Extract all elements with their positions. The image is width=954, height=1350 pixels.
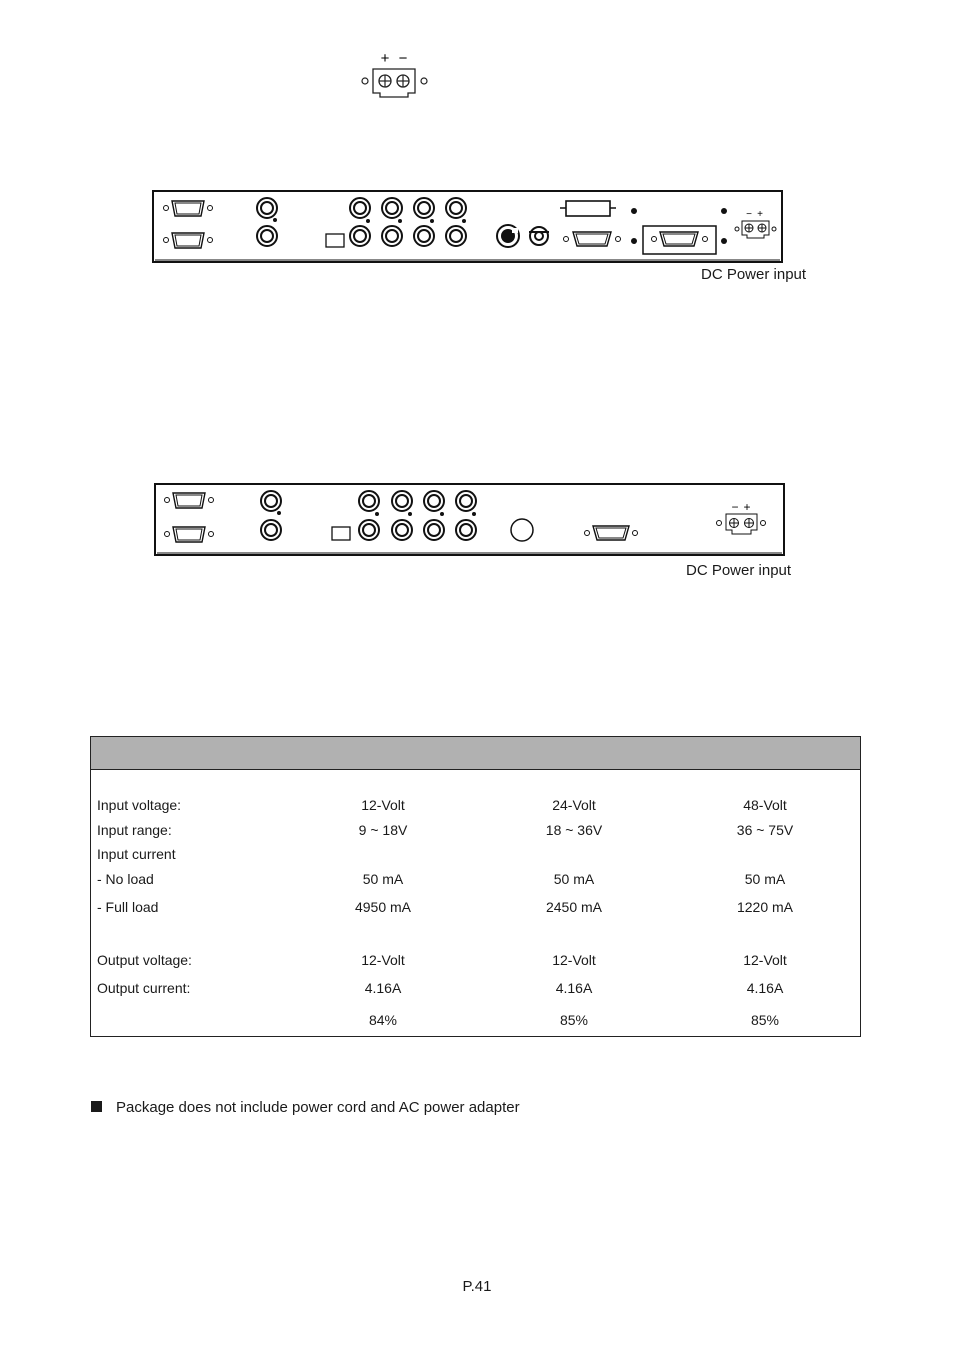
panel1-minus-label: −: [746, 209, 752, 220]
cell-12v: 50 mA: [362, 871, 404, 887]
cell-24v: 2450 mA: [545, 899, 603, 915]
power-spec-table: [90, 736, 861, 1037]
cell-48v: 85%: [750, 1012, 780, 1028]
rear-panel-diagram-1: [150, 188, 786, 268]
cell-24v: 85%: [559, 1012, 589, 1028]
cell-12v: 12-Volt: [361, 952, 405, 968]
spec-table-header: [91, 737, 860, 770]
panel2-minus-label: −: [731, 500, 739, 514]
cell-24v: 24-Volt: [552, 797, 596, 813]
dc-power-input-caption-2: DC Power input: [686, 562, 792, 579]
package-note-text: Package does not include power cord and AC power adapter: [116, 1099, 520, 1116]
cell-24v: 4.16A: [555, 980, 593, 996]
page-number: P.41: [462, 1278, 492, 1295]
row-label: Input voltage:: [97, 797, 182, 813]
cell-48v: 50 mA: [744, 871, 786, 887]
cell-24v: 50 mA: [553, 871, 595, 887]
dc-terminal-block-diagram: [358, 50, 432, 100]
panel2-plus-label: +: [743, 500, 751, 514]
panel1-plus-label: +: [757, 209, 763, 220]
row-label: Input current: [97, 846, 176, 862]
cell-24v: 18 ~ 36V: [545, 822, 603, 838]
cell-12v: 4950 mA: [354, 899, 412, 915]
cell-48v: 4.16A: [746, 980, 784, 996]
cell-12v: 9 ~ 18V: [358, 822, 408, 838]
cell-12v: 4.16A: [364, 980, 402, 996]
package-note: [91, 1099, 520, 1116]
cell-48v: 12-Volt: [743, 952, 787, 968]
dc-power-input-caption-1: DC Power input: [701, 266, 807, 283]
screw-terminal-icon: [397, 75, 409, 87]
cell-12v: 84%: [368, 1012, 398, 1028]
cell-48v: 48-Volt: [743, 797, 787, 813]
terminal-plus-label: +: [380, 50, 390, 67]
cell-48v: 36 ~ 75V: [736, 822, 794, 838]
rear-panel-diagram-2: [153, 481, 789, 561]
square-bullet-icon: [91, 1101, 102, 1112]
screw-terminal-icon: [379, 75, 391, 87]
cell-12v: 12-Volt: [361, 797, 405, 813]
cell-48v: 1220 mA: [736, 899, 794, 915]
cell-24v: 12-Volt: [552, 952, 596, 968]
row-label: Input range:: [97, 822, 172, 838]
row-label: Output current:: [97, 980, 191, 996]
row-label: - Full load: [97, 899, 159, 915]
terminal-minus-label: −: [398, 50, 408, 67]
row-label: - No load: [97, 871, 154, 887]
row-label: Output voltage:: [97, 952, 192, 968]
